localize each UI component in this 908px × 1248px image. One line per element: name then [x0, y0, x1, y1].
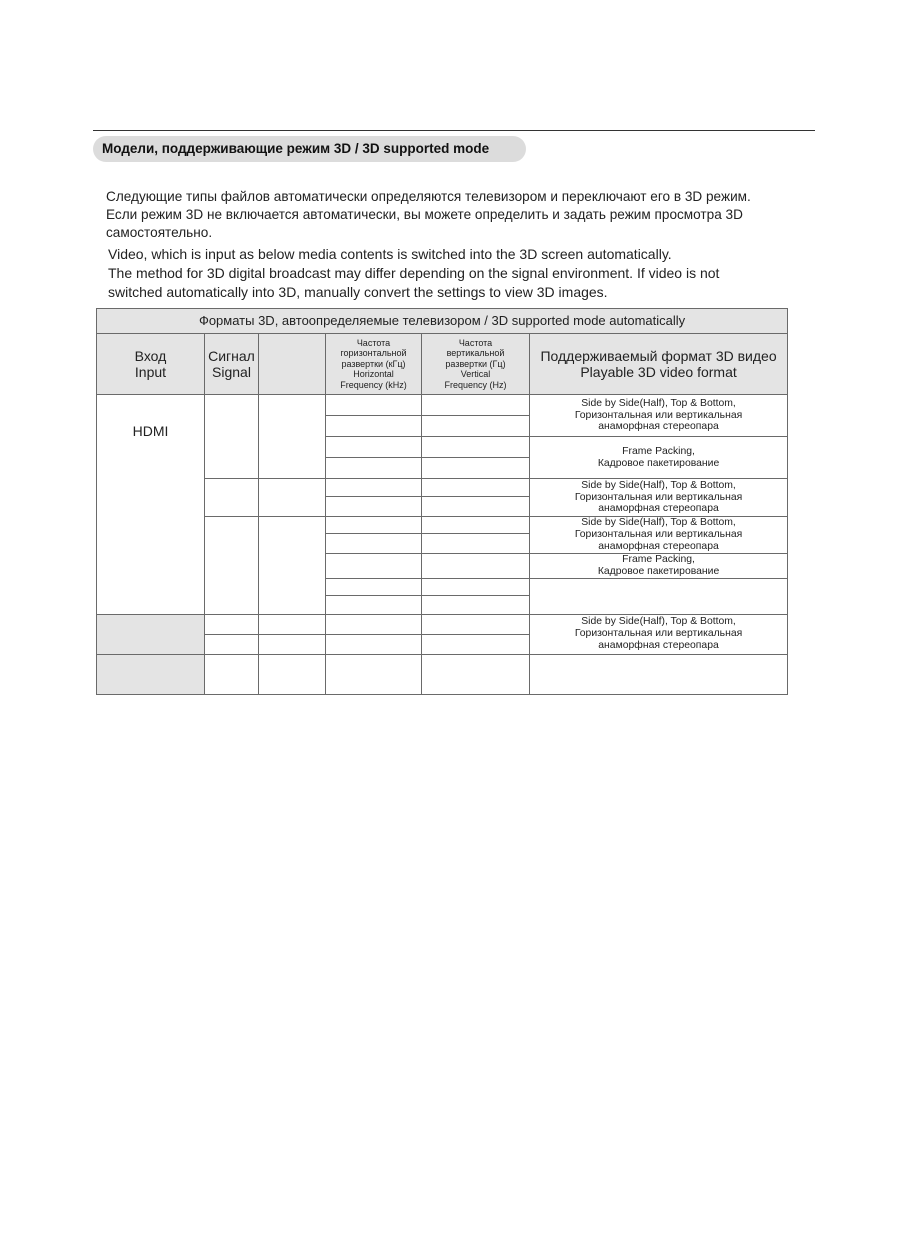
vfreq-cell: [422, 614, 530, 634]
intro-en-line: Video, which is input as below media contents is switched into the 3D screen automatically.: [108, 246, 672, 262]
hfreq-cell: [326, 595, 422, 614]
header-signal: Сигнал Signal: [205, 334, 259, 395]
vfreq-cell: [422, 479, 530, 497]
header-format: Поддерживаемый формат 3D видео Playable 3D video format: [530, 334, 788, 395]
vfreq-cell: [422, 654, 530, 694]
table-row: [97, 395, 788, 416]
header-vfreq: Частота вертикальной развертки (Гц) Vertical Frequency (Hz): [422, 334, 530, 395]
table-row: [97, 654, 788, 694]
vfreq-cell: [422, 416, 530, 437]
format-empty-cell: [530, 654, 788, 694]
intro-ru-line: Следующие типы файлов автоматически определяются телевизором и переключают его в 3D режим.: [106, 189, 751, 204]
format-sbs-cell: Side by Side(Half), Top & Bottom, Горизонтальная или вертикальная анаморфная стереопара: [530, 479, 788, 517]
hdmi-cell: HDMI: [97, 395, 205, 615]
signal-cell: [205, 395, 259, 479]
intro-ru: [106, 188, 751, 242]
blank-cell: [259, 395, 326, 479]
hfreq-cell: [326, 479, 422, 497]
header-hfreq: Частота горизонтальной развертки (кГц) Horizontal Frequency (kHz): [326, 334, 422, 395]
input-cell: [97, 614, 205, 654]
intro-en-line: switched automatically into 3D, manually convert the settings to view 3D images.: [108, 284, 608, 300]
intro-en: [108, 245, 719, 302]
hfreq-cell: [326, 654, 422, 694]
hfreq-cell: [326, 458, 422, 479]
hfreq-cell: [326, 517, 422, 534]
vfreq-cell: [422, 437, 530, 458]
intro-ru-line: самостоятельно.: [106, 225, 213, 240]
format-sbs-cell: Side by Side(Half), Top & Bottom, Горизонтальная или вертикальная анаморфная стереопара: [530, 517, 788, 554]
vfreq-cell: [422, 634, 530, 654]
format-sbs-cell: Side by Side(Half), Top & Bottom, Горизонтальная или вертикальная анаморфная стереопара: [530, 614, 788, 654]
hfreq-cell: [326, 634, 422, 654]
input-cell: [97, 654, 205, 694]
intro-en-line: The method for 3D digital broadcast may differ depending on the signal environment. If video is not: [108, 265, 720, 281]
vfreq-cell: [422, 553, 530, 578]
3d-modes-table: [96, 308, 788, 695]
format-sbs-cell: Side by Side(Half), Top & Bottom, Горизонтальная или вертикальная анаморфная стереопара: [530, 395, 788, 437]
signal-cell: [205, 517, 259, 615]
hfreq-cell: [326, 416, 422, 437]
signal-cell: [205, 654, 259, 694]
format-empty-cell: [530, 578, 788, 614]
hfreq-cell: [326, 553, 422, 578]
blank-cell: [259, 517, 326, 615]
vfreq-cell: [422, 458, 530, 479]
hfreq-cell: [326, 497, 422, 517]
hfreq-cell: [326, 437, 422, 458]
header-blank: [259, 334, 326, 395]
vfreq-cell: [422, 534, 530, 553]
vfreq-cell: [422, 497, 530, 517]
vfreq-cell: [422, 578, 530, 595]
hfreq-cell: [326, 534, 422, 553]
intro-ru-line: Если режим 3D не включается автоматически, вы можете определить и задать режим просмотра 3D: [106, 207, 743, 222]
vfreq-cell: [422, 517, 530, 534]
format-fp-cell: Frame Packing, Кадровое пакетирование: [530, 553, 788, 578]
vfreq-cell: [422, 595, 530, 614]
blank-cell: [259, 634, 326, 654]
signal-cell: [205, 614, 259, 634]
table-row: [97, 614, 788, 634]
blank-cell: [259, 654, 326, 694]
header-input: Вход Input: [97, 334, 205, 395]
top-rule: [93, 130, 815, 131]
blank-cell: [259, 479, 326, 517]
section-title: Модели, поддерживающие режим 3D / 3D supported mode: [93, 136, 526, 162]
hfreq-cell: [326, 578, 422, 595]
vfreq-cell: [422, 395, 530, 416]
signal-cell: [205, 479, 259, 517]
hfreq-cell: [326, 395, 422, 416]
blank-cell: [259, 614, 326, 634]
table-title: Форматы 3D, автоопределяемые телевизором / 3D supported mode automatically: [97, 309, 788, 334]
hfreq-cell: [326, 614, 422, 634]
signal-cell: [205, 634, 259, 654]
format-fp-cell: Frame Packing, Кадровое пакетирование: [530, 437, 788, 479]
